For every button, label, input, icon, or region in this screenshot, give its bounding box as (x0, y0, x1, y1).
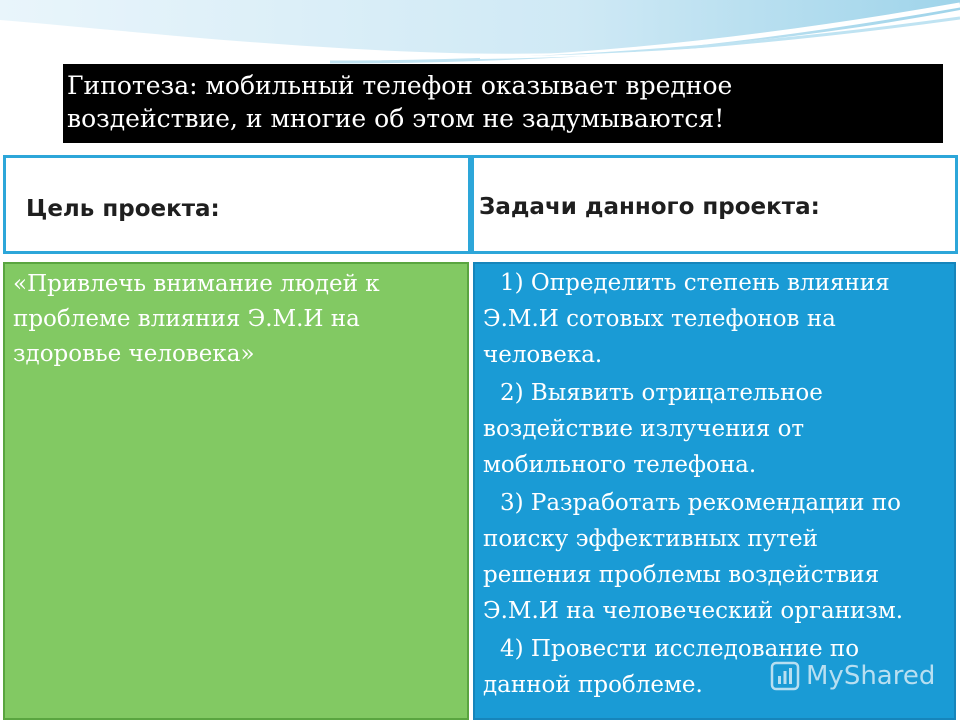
bar-chart-icon (770, 661, 800, 691)
goal-line: здоровье человека» (13, 341, 255, 367)
myshared-watermark (770, 658, 935, 694)
goal-line: «Привлечь внимание людей к (13, 271, 380, 297)
task-item-3 (483, 485, 954, 629)
task-line: 2) Выявить отрицательное (500, 380, 823, 406)
tasks-content (473, 262, 956, 720)
hypothesis-line-2: воздействие, и многие об этом не задумываются! (67, 104, 725, 133)
task-item-1 (483, 265, 954, 373)
task-line: 3) Разработать рекомендации по (500, 490, 901, 516)
goal-content (3, 262, 469, 720)
task-line: поиску эффективных путей (483, 526, 818, 552)
task-line: Э.М.И сотовых телефонов на (483, 306, 836, 332)
hypothesis-line-1: Гипотеза: мобильный телефон оказывает вредное (67, 71, 733, 100)
goal-header: Цель проекта: (3, 155, 471, 254)
task-item-2 (483, 375, 954, 483)
task-line: Э.М.И на человеческий организм. (483, 598, 904, 624)
task-line: человека. (483, 342, 603, 368)
task-line: 4) Провести исследование по (500, 636, 860, 662)
watermark-text: MyShared (806, 661, 936, 691)
task-line: воздействие излучения от (483, 416, 805, 442)
task-line: мобильного телефона. (483, 452, 757, 478)
hypothesis-banner (63, 64, 943, 143)
task-line: данной проблеме. (483, 672, 703, 698)
task-line: решения проблемы воздействия (483, 562, 880, 588)
goal-line: проблеме влияния Э.М.И на (13, 306, 360, 332)
tasks-header: Задачи данного проекта: (471, 155, 958, 254)
task-line: 1) Определить степень влияния (500, 270, 890, 296)
